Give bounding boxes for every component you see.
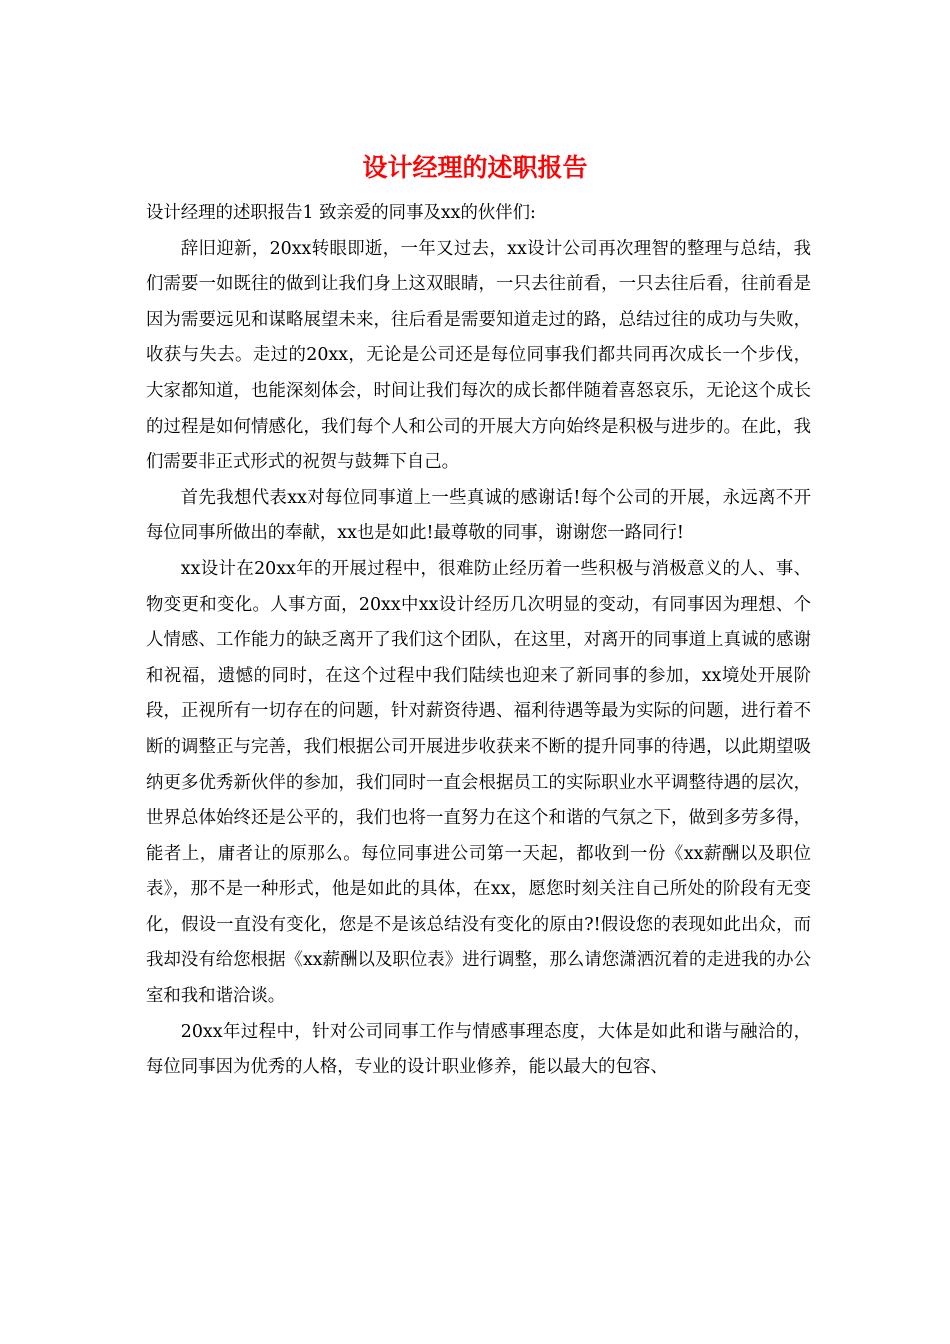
paragraph: 20xx年过程中，针对公司同事工作与情感事理态度，大体是如此和谐与融洽的，每位同事因为优秀的人格，专业的设计职业修养，能以最大的包容、 <box>146 1021 811 1078</box>
paragraph: 首先我想代表xx对每位同事道上一些真诚的感谢话!每个公司的开展，永远离不开每位同事所做出的奉献，xx也是如此!最尊敬的同事，谢谢您一路同行! <box>146 487 811 544</box>
document-body <box>146 196 811 1086</box>
intro-line: 设计经理的述职报告1 致亲爱的同事及xx的伙伴们: <box>146 203 536 223</box>
paragraph: 辞旧迎新，20xx转眼即逝，一年又过去，xx设计公司再次理智的整理与总结，我们需要一如既往的做到让我们身上这双眼睛，一只去往前看，一只去往后看，往前看是因为需要远见和谋略展望未来，往后看是需要知道走过的路，总结过往的成功与失败，收获与失去。走过的20xx，无论是公司还是每位同事我们都共同再次成长一个步伐，大家都知道，也能深刻体会，时间让我们每次的成长都伴随着喜怒哀乐，无论这个成长的过程是如何情感化，我们每个人和公司的开展大方向始终是积极与进步的。在此，我们需要非正式形式的祝贺与鼓舞下自己。 <box>146 238 811 473</box>
document-title: 设计经理的述职报告 <box>362 153 588 182</box>
paragraph: xx设计在20xx年的开展过程中，很难防止经历着一些积极与消极意义的人、事、物变更和变化。人事方面，20xx中xx设计经历几次明显的变动，有同事因为理想、个人情感、工作能力的缺乏离开了我们这个团队，在这里，对离开的同事道上真诚的感谢和祝福，遗憾的同时，在这个过程中我们陆续也迎来了新同事的参加，xx境处开展阶段，正视所有一切存在的问题，针对薪资待遇、福利待遇等最为实际的问题，进行着不断的调整正与完善，我们根据公司开展进步收获来不断的提升同事的待遇，以此期望吸纳更多优秀新伙伴的参加，我们同时一直会根据员工的实际职业水平调整待遇的层次，世界总体始终还是公平的，我们也将一直努力在这个和谐的气氛之下，做到多劳多得，能者上，庸者让的原那么。每位同事进公司第一天起，都收到一份《xx薪酬以及职位表》，那不是一种形式，他是如此的具体，在xx，愿您时刻关注自己所处的阶段有无变化，假设一直没有变化，您是不是该总结没有变化的原由?!假设您的表现如此出众，而我却没有给您根据《xx薪酬以及职位表》进行调整，那么请您潇洒沉着的走进我的办公室和我和谐洽谈。 <box>146 558 811 1007</box>
